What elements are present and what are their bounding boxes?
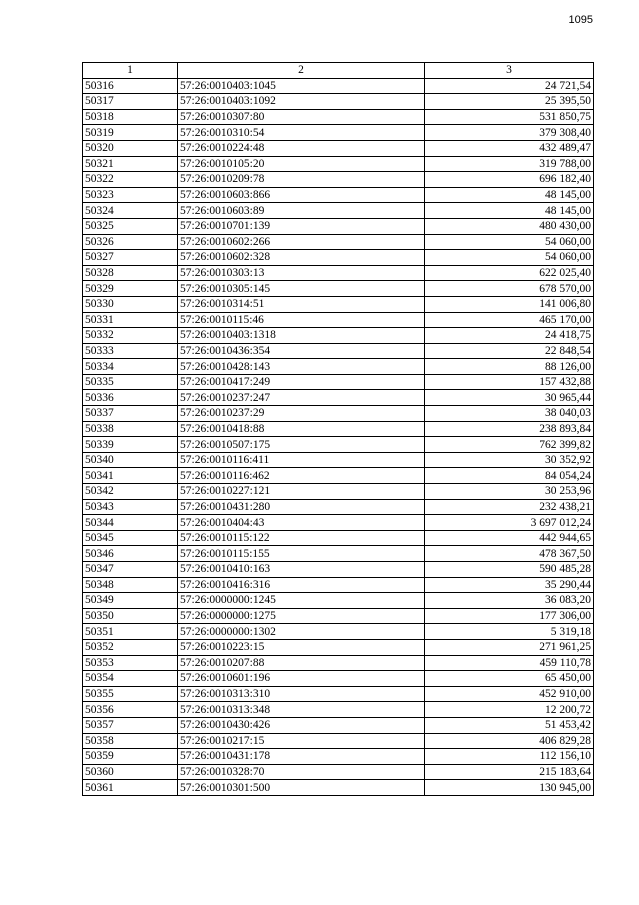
cadastral-number-cell: 57:26:0010303:13 bbox=[178, 265, 425, 281]
row-number-cell: 50318 bbox=[83, 109, 178, 125]
table-row bbox=[83, 374, 594, 390]
cadastral-number-cell: 57:26:0010431:178 bbox=[178, 749, 425, 765]
table-row bbox=[83, 546, 594, 562]
table-row bbox=[83, 109, 594, 125]
row-number-cell: 50344 bbox=[83, 515, 178, 531]
row-number-cell: 50348 bbox=[83, 577, 178, 593]
data-table bbox=[82, 62, 594, 796]
table-row bbox=[83, 406, 594, 422]
cadastral-number-cell: 57:26:0010301:500 bbox=[178, 780, 425, 796]
cadastral-number-cell: 57:26:0010701:139 bbox=[178, 218, 425, 234]
row-number-cell: 50360 bbox=[83, 764, 178, 780]
value-cell: 232 438,21 bbox=[425, 499, 594, 515]
cadastral-number-cell: 57:26:0010115:155 bbox=[178, 546, 425, 562]
table-row bbox=[83, 359, 594, 375]
value-cell: 30 352,92 bbox=[425, 452, 594, 468]
value-cell: 678 570,00 bbox=[425, 281, 594, 297]
row-number-cell: 50346 bbox=[83, 546, 178, 562]
value-cell: 406 829,28 bbox=[425, 733, 594, 749]
table-row bbox=[83, 608, 594, 624]
value-cell: 459 110,78 bbox=[425, 655, 594, 671]
cadastral-number-cell: 57:26:0010310:54 bbox=[178, 125, 425, 141]
cadastral-number-cell: 57:26:0010601:196 bbox=[178, 671, 425, 687]
cadastral-number-cell: 57:26:0010410:163 bbox=[178, 562, 425, 578]
row-number-cell: 50342 bbox=[83, 484, 178, 500]
cadastral-number-cell: 57:26:0010603:89 bbox=[178, 203, 425, 219]
table-row bbox=[83, 140, 594, 156]
row-number-cell: 50325 bbox=[83, 218, 178, 234]
value-cell: 465 170,00 bbox=[425, 312, 594, 328]
cadastral-number-cell: 57:26:0010418:88 bbox=[178, 421, 425, 437]
table-row bbox=[83, 125, 594, 141]
cadastral-number-cell: 57:26:0010404:43 bbox=[178, 515, 425, 531]
table-row bbox=[83, 234, 594, 250]
value-cell: 478 367,50 bbox=[425, 546, 594, 562]
cadastral-number-cell: 57:26:0010313:348 bbox=[178, 702, 425, 718]
row-number-cell: 50316 bbox=[83, 78, 178, 94]
cadastral-number-cell: 57:26:0010223:15 bbox=[178, 639, 425, 655]
table-row bbox=[83, 172, 594, 188]
table-row bbox=[83, 78, 594, 94]
cadastral-number-cell: 57:26:0010417:249 bbox=[178, 374, 425, 390]
value-cell: 30 965,44 bbox=[425, 390, 594, 406]
cadastral-number-cell: 57:26:0000000:1245 bbox=[178, 593, 425, 609]
table-row bbox=[83, 156, 594, 172]
row-number-cell: 50324 bbox=[83, 203, 178, 219]
cadastral-number-cell: 57:26:0010430:426 bbox=[178, 717, 425, 733]
table-row bbox=[83, 468, 594, 484]
row-number-cell: 50333 bbox=[83, 343, 178, 359]
row-number-cell: 50319 bbox=[83, 125, 178, 141]
row-number-cell: 50321 bbox=[83, 156, 178, 172]
table-row bbox=[83, 484, 594, 500]
row-number-cell: 50350 bbox=[83, 608, 178, 624]
table-body bbox=[83, 78, 594, 795]
row-number-cell: 50354 bbox=[83, 671, 178, 687]
table-row bbox=[83, 265, 594, 281]
cadastral-number-cell: 57:26:0010403:1092 bbox=[178, 94, 425, 110]
row-number-cell: 50328 bbox=[83, 265, 178, 281]
row-number-cell: 50329 bbox=[83, 281, 178, 297]
value-cell: 319 788,00 bbox=[425, 156, 594, 172]
row-number-cell: 50340 bbox=[83, 452, 178, 468]
value-cell: 130 945,00 bbox=[425, 780, 594, 796]
row-number-cell: 50347 bbox=[83, 562, 178, 578]
row-number-cell: 50330 bbox=[83, 296, 178, 312]
row-number-cell: 50359 bbox=[83, 749, 178, 765]
value-cell: 48 145,00 bbox=[425, 187, 594, 203]
cadastral-number-cell: 57:26:0010237:29 bbox=[178, 406, 425, 422]
table-row bbox=[83, 203, 594, 219]
value-cell: 5 319,18 bbox=[425, 624, 594, 640]
table-row bbox=[83, 562, 594, 578]
table-row bbox=[83, 686, 594, 702]
table-row bbox=[83, 312, 594, 328]
table-row bbox=[83, 421, 594, 437]
cadastral-number-cell: 57:26:0010237:247 bbox=[178, 390, 425, 406]
table-row bbox=[83, 702, 594, 718]
value-cell: 762 399,82 bbox=[425, 437, 594, 453]
cadastral-number-cell: 57:26:0010602:328 bbox=[178, 250, 425, 266]
cadastral-number-cell: 57:26:0010115:46 bbox=[178, 312, 425, 328]
value-cell: 51 453,42 bbox=[425, 717, 594, 733]
row-number-cell: 50335 bbox=[83, 374, 178, 390]
cadastral-number-cell: 57:26:0010105:20 bbox=[178, 156, 425, 172]
row-number-cell: 50339 bbox=[83, 437, 178, 453]
cadastral-number-cell: 57:26:0010436:354 bbox=[178, 343, 425, 359]
value-cell: 3 697 012,24 bbox=[425, 515, 594, 531]
row-number-cell: 50351 bbox=[83, 624, 178, 640]
row-number-cell: 50356 bbox=[83, 702, 178, 718]
table-row bbox=[83, 296, 594, 312]
table-row bbox=[83, 390, 594, 406]
cadastral-number-cell: 57:26:0010403:1318 bbox=[178, 328, 425, 344]
table-row bbox=[83, 343, 594, 359]
cadastral-number-cell: 57:26:0010507:175 bbox=[178, 437, 425, 453]
value-cell: 622 025,40 bbox=[425, 265, 594, 281]
cadastral-number-cell: 57:26:0000000:1302 bbox=[178, 624, 425, 640]
row-number-cell: 50332 bbox=[83, 328, 178, 344]
value-cell: 36 083,20 bbox=[425, 593, 594, 609]
cadastral-number-cell: 57:26:0000000:1275 bbox=[178, 608, 425, 624]
row-number-cell: 50327 bbox=[83, 250, 178, 266]
value-cell: 65 450,00 bbox=[425, 671, 594, 687]
value-cell: 35 290,44 bbox=[425, 577, 594, 593]
row-number-cell: 50323 bbox=[83, 187, 178, 203]
cadastral-number-cell: 57:26:0010217:15 bbox=[178, 733, 425, 749]
row-number-cell: 50334 bbox=[83, 359, 178, 375]
table-row bbox=[83, 717, 594, 733]
row-number-cell: 50322 bbox=[83, 172, 178, 188]
cadastral-number-cell: 57:26:0010227:121 bbox=[178, 484, 425, 500]
cadastral-number-cell: 57:26:0010305:145 bbox=[178, 281, 425, 297]
cadastral-number-cell: 57:26:0010313:310 bbox=[178, 686, 425, 702]
row-number-cell: 50355 bbox=[83, 686, 178, 702]
value-cell: 531 850,75 bbox=[425, 109, 594, 125]
value-cell: 452 910,00 bbox=[425, 686, 594, 702]
cadastral-number-cell: 57:26:0010116:411 bbox=[178, 452, 425, 468]
column-header-1: 1 bbox=[83, 63, 178, 79]
row-number-cell: 50343 bbox=[83, 499, 178, 515]
cadastral-number-cell: 57:26:0010207:88 bbox=[178, 655, 425, 671]
row-number-cell: 50336 bbox=[83, 390, 178, 406]
table-row bbox=[83, 515, 594, 531]
value-cell: 88 126,00 bbox=[425, 359, 594, 375]
value-cell: 38 040,03 bbox=[425, 406, 594, 422]
table-row bbox=[83, 437, 594, 453]
cadastral-number-cell: 57:26:0010428:143 bbox=[178, 359, 425, 375]
row-number-cell: 50326 bbox=[83, 234, 178, 250]
cadastral-number-cell: 57:26:0010314:51 bbox=[178, 296, 425, 312]
value-cell: 22 848,54 bbox=[425, 343, 594, 359]
value-cell: 48 145,00 bbox=[425, 203, 594, 219]
value-cell: 141 006,80 bbox=[425, 296, 594, 312]
table-row bbox=[83, 780, 594, 796]
table-row bbox=[83, 593, 594, 609]
table-row bbox=[83, 764, 594, 780]
cadastral-number-cell: 57:26:0010115:122 bbox=[178, 530, 425, 546]
table-row bbox=[83, 530, 594, 546]
row-number-cell: 50349 bbox=[83, 593, 178, 609]
cadastral-number-cell: 57:26:0010403:1045 bbox=[178, 78, 425, 94]
table-row bbox=[83, 499, 594, 515]
value-cell: 25 395,50 bbox=[425, 94, 594, 110]
value-cell: 54 060,00 bbox=[425, 234, 594, 250]
table-row bbox=[83, 577, 594, 593]
row-number-cell: 50338 bbox=[83, 421, 178, 437]
table-row bbox=[83, 639, 594, 655]
table-row bbox=[83, 250, 594, 266]
column-header-2: 2 bbox=[178, 63, 425, 79]
value-cell: 84 054,24 bbox=[425, 468, 594, 484]
table-row bbox=[83, 655, 594, 671]
page-number: 1095 bbox=[568, 14, 593, 26]
row-number-cell: 50317 bbox=[83, 94, 178, 110]
value-cell: 696 182,40 bbox=[425, 172, 594, 188]
row-number-cell: 50337 bbox=[83, 406, 178, 422]
value-cell: 24 721,54 bbox=[425, 78, 594, 94]
cadastral-number-cell: 57:26:0010116:462 bbox=[178, 468, 425, 484]
value-cell: 24 418,75 bbox=[425, 328, 594, 344]
row-number-cell: 50357 bbox=[83, 717, 178, 733]
table-row bbox=[83, 749, 594, 765]
cadastral-number-cell: 57:26:0010209:78 bbox=[178, 172, 425, 188]
table-row bbox=[83, 218, 594, 234]
value-cell: 112 156,10 bbox=[425, 749, 594, 765]
row-number-cell: 50320 bbox=[83, 140, 178, 156]
table-row bbox=[83, 624, 594, 640]
row-number-cell: 50358 bbox=[83, 733, 178, 749]
cadastral-number-cell: 57:26:0010224:48 bbox=[178, 140, 425, 156]
value-cell: 238 893,84 bbox=[425, 421, 594, 437]
value-cell: 177 306,00 bbox=[425, 608, 594, 624]
row-number-cell: 50331 bbox=[83, 312, 178, 328]
row-number-cell: 50361 bbox=[83, 780, 178, 796]
value-cell: 157 432,88 bbox=[425, 374, 594, 390]
value-cell: 30 253,96 bbox=[425, 484, 594, 500]
value-cell: 12 200,72 bbox=[425, 702, 594, 718]
table-row bbox=[83, 733, 594, 749]
value-cell: 432 489,47 bbox=[425, 140, 594, 156]
table-row bbox=[83, 328, 594, 344]
cadastral-number-cell: 57:26:0010416:316 bbox=[178, 577, 425, 593]
table-row bbox=[83, 187, 594, 203]
row-number-cell: 50352 bbox=[83, 639, 178, 655]
cadastral-number-cell: 57:26:0010307:80 bbox=[178, 109, 425, 125]
value-cell: 379 308,40 bbox=[425, 125, 594, 141]
value-cell: 54 060,00 bbox=[425, 250, 594, 266]
cadastral-number-cell: 57:26:0010328:70 bbox=[178, 764, 425, 780]
value-cell: 271 961,25 bbox=[425, 639, 594, 655]
table-row bbox=[83, 671, 594, 687]
value-cell: 215 183,64 bbox=[425, 764, 594, 780]
column-header-3: 3 bbox=[425, 63, 594, 79]
table-row bbox=[83, 94, 594, 110]
table-header-row bbox=[83, 63, 594, 79]
cadastral-number-cell: 57:26:0010603:866 bbox=[178, 187, 425, 203]
value-cell: 442 944,65 bbox=[425, 530, 594, 546]
value-cell: 590 485,28 bbox=[425, 562, 594, 578]
value-cell: 480 430,00 bbox=[425, 218, 594, 234]
table-row bbox=[83, 281, 594, 297]
row-number-cell: 50353 bbox=[83, 655, 178, 671]
cadastral-number-cell: 57:26:0010602:266 bbox=[178, 234, 425, 250]
table-row bbox=[83, 452, 594, 468]
row-number-cell: 50345 bbox=[83, 530, 178, 546]
row-number-cell: 50341 bbox=[83, 468, 178, 484]
cadastral-number-cell: 57:26:0010431:280 bbox=[178, 499, 425, 515]
